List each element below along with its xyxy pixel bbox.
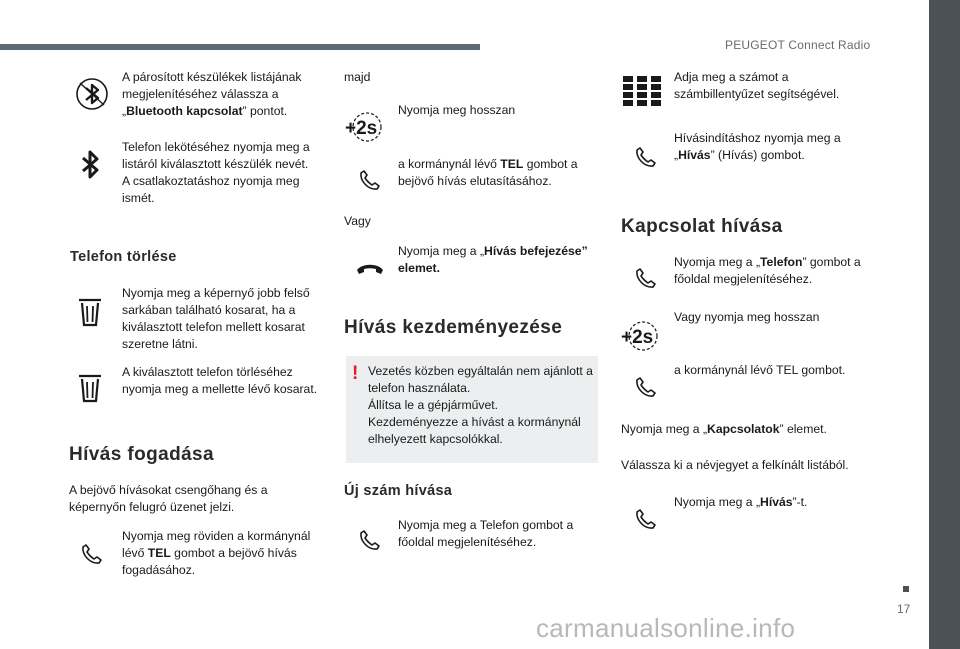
bt-disconnect-text: Telefon lekötéséhez nyomja meg a listáról kiválasztott készülék nevét. A csatlakoztatáshoz nyomja meg ismét.	[122, 140, 310, 205]
bluetooth-list-icon	[74, 76, 110, 112]
trash-icon	[72, 370, 108, 406]
hold-2s-icon	[620, 318, 660, 354]
contact-text-6: Nyomja meg a „Hívás”-t.	[674, 495, 808, 509]
contact-text-5: Válassza ki a névjegyet a felkínált listából.	[621, 458, 849, 472]
then-text: majd	[344, 70, 371, 84]
reject-text: a kormánynál lévő TEL gombot a bejövő hívás elutasításához.	[398, 157, 578, 188]
hang-up-icon	[352, 250, 388, 286]
warning-text: Vezetés közben egyáltalán nem ajánlott a telefon használata. Állítsa le a gépjárművet. Kezdeményezze a hívást a kormánynál elhelyezett kapcsolókkal.	[368, 364, 593, 446]
or-text: Vagy	[344, 214, 371, 228]
phone-icon	[74, 536, 110, 572]
warning-icon: !	[352, 363, 359, 384]
contact-text-1: Nyomja meg a „Telefon” gombot a főoldal megjelenítéséhez.	[674, 255, 861, 286]
delete-text-2: A kiválasztott telefon törléséhez nyomja meg a mellette lévő kosarat.	[122, 365, 318, 396]
call-button-text: Hívásindításhoz nyomja meg a „Hívás” (Hívás) gombot.	[674, 131, 841, 162]
phone-icon	[628, 260, 664, 296]
phone-icon	[352, 162, 388, 198]
trash-icon	[72, 294, 108, 330]
receive-text-1: Nyomja meg röviden a kormánynál lévő TEL gombot a bejövő hívás fogadásához.	[122, 529, 311, 577]
section-heading-delete: Telefon törlése	[70, 249, 177, 265]
page-side-band	[929, 0, 960, 649]
hold-text: Nyomja meg hosszan	[398, 103, 516, 117]
watermark: carmanualsonline.info	[536, 613, 796, 643]
phone-icon	[628, 139, 664, 175]
top-accent-bar	[0, 44, 480, 50]
section-heading-receive: Hívás fogadása	[69, 444, 214, 465]
end-call-text: Nyomja meg a „Hívás befejezése” elemet.	[398, 244, 588, 275]
svg-text:+2s: +2s	[621, 327, 654, 348]
hold-2s-icon	[344, 109, 384, 145]
keypad-text: Adja meg a számot a számbillentyűzet segítségével.	[674, 70, 840, 101]
contact-text-4: Nyomja meg a „Kapcsolatok” elemet.	[621, 422, 827, 436]
keypad-icon	[622, 74, 662, 108]
section-heading-initiate: Hívás kezdeményezése	[344, 317, 563, 338]
phone-icon	[628, 369, 664, 405]
running-header: PEUGEOT Connect Radio	[725, 38, 871, 52]
contact-text-3: a kormánynál lévő TEL gombot.	[674, 363, 846, 377]
section-heading-contact: Kapcsolat hívása	[621, 216, 783, 237]
bt-pair-text: A párosított készülékek listájának megjelenítéséhez válassza a „Bluetooth kapcsolat” pontot.	[122, 70, 302, 118]
phone-icon	[628, 501, 664, 537]
contact-text-2: Vagy nyomja meg hosszan	[674, 310, 820, 324]
bluetooth-icon	[72, 147, 108, 183]
new-number-text: Nyomja meg a Telefon gombot a főoldal megjelenítéséhez.	[398, 518, 574, 549]
svg-text:+2s: +2s	[345, 118, 378, 139]
page-number: 17	[897, 602, 911, 616]
delete-text-1: Nyomja meg a képernyő jobb felső sarkában található kosarat, ha a kiválasztott telefon mellett kosarat szeretne látni.	[122, 286, 310, 351]
phone-icon	[352, 522, 388, 558]
section-heading-new-number: Új szám hívása	[344, 483, 453, 499]
continue-marker	[903, 586, 909, 592]
receive-intro-text: A bejövő hívásokat csengőhang és a képernyőn felugró üzenet jelzi.	[69, 483, 268, 514]
